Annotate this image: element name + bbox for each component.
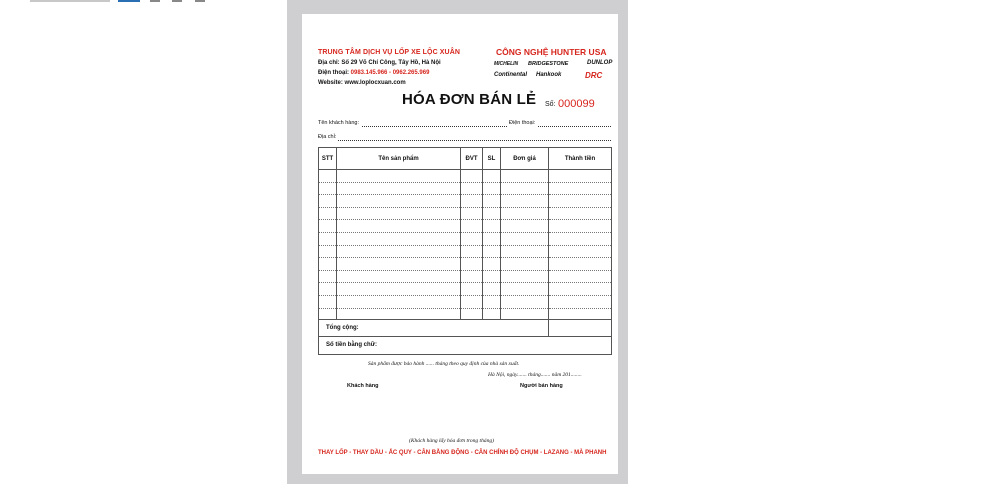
table-cell xyxy=(319,220,337,233)
customer-name-line xyxy=(362,126,507,127)
amount-in-words-label: Số tiền bằng chữ: xyxy=(326,342,378,348)
table-cell xyxy=(483,195,501,208)
table-cell xyxy=(319,283,337,296)
table-cell xyxy=(337,283,461,296)
date-line: Hà Nội, ngày....... tháng....... năm 201........ xyxy=(488,372,582,378)
table-cell xyxy=(483,170,501,183)
table-cell xyxy=(501,170,549,183)
table-row xyxy=(319,220,612,233)
month-note: (Khách hàng lấy hóa đơn trong tháng) xyxy=(409,438,494,444)
table-cell xyxy=(337,207,461,220)
invoice-title: HÓA ĐƠN BÁN LẺ xyxy=(402,91,537,108)
services-footer: THAY LỐP - THAY DẦU - ẮC QUY - CÂN BẰNG ĐỘNG - CÂN CHỈNH ĐỘ CHỤM - LAZANG - MÀ PHANH xyxy=(318,450,607,456)
invoice-sheet xyxy=(302,14,618,474)
table-cell xyxy=(483,220,501,233)
col-header-unit: ĐVT xyxy=(461,148,483,170)
table-cell xyxy=(461,207,483,220)
table-row xyxy=(319,195,612,208)
table-cell xyxy=(461,182,483,195)
table-cell xyxy=(337,258,461,271)
table-row xyxy=(319,270,612,283)
table-row xyxy=(319,245,612,258)
col-header-amount: Thành tiền xyxy=(549,148,612,170)
table-cell xyxy=(483,245,501,258)
table-cell xyxy=(337,270,461,283)
table-cell xyxy=(461,232,483,245)
brand-continental: Continental xyxy=(494,72,527,78)
table-cell xyxy=(319,195,337,208)
table-body xyxy=(319,170,612,321)
table-cell xyxy=(501,182,549,195)
table-cell xyxy=(319,295,337,308)
warranty-note: Sản phẩm được bảo hành ...... tháng theo quy định của nhà sản xuất. xyxy=(368,361,520,367)
table-cell xyxy=(319,232,337,245)
company-website: Website: www.loplocxuan.com xyxy=(318,80,406,86)
col-header-price: Đơn giá xyxy=(501,148,549,170)
table-cell xyxy=(501,195,549,208)
col-header-product: Tên sản phẩm xyxy=(337,148,461,170)
table-cell xyxy=(483,232,501,245)
col-header-stt: STT xyxy=(319,148,337,170)
table-cell xyxy=(549,270,612,283)
table-row xyxy=(319,295,612,308)
table-cell xyxy=(549,182,612,195)
table-cell xyxy=(319,207,337,220)
table-cell xyxy=(501,270,549,283)
brand-hankook: Hankook xyxy=(536,72,562,78)
phone-field-line xyxy=(538,126,611,127)
table-row xyxy=(319,207,612,220)
company-phone-line xyxy=(318,70,429,76)
items-table xyxy=(318,147,612,321)
table-cell xyxy=(337,232,461,245)
customer-name-label: Tên khách hàng: xyxy=(318,120,359,126)
customer-signature-label: Khách hàng xyxy=(347,383,379,389)
table-cell xyxy=(483,270,501,283)
table-cell xyxy=(501,283,549,296)
table-cell xyxy=(501,258,549,271)
table-cell xyxy=(483,283,501,296)
table-cell xyxy=(501,207,549,220)
invoice-number-label: Số: xyxy=(545,101,556,108)
table-cell xyxy=(483,295,501,308)
table-cell xyxy=(501,295,549,308)
brand-michelin: MICHELIN xyxy=(494,61,519,67)
table-cell xyxy=(319,258,337,271)
table-row xyxy=(319,182,612,195)
table-cell xyxy=(549,258,612,271)
technology-label: CÔNG NGHỆ HUNTER USA xyxy=(496,47,607,57)
table-cell xyxy=(461,170,483,183)
table-cell xyxy=(461,245,483,258)
table-cell xyxy=(461,283,483,296)
company-address: Địa chỉ: Số 29 Võ Chí Công, Tây Hồ, Hà Nội xyxy=(318,60,441,66)
col-header-qty: SL xyxy=(483,148,501,170)
table-cell xyxy=(461,295,483,308)
phone-label: Điện thoại: xyxy=(318,70,349,76)
total-label: Tổng cộng: xyxy=(326,325,359,331)
address-field-line xyxy=(338,140,611,141)
phone-numbers: 0983.145.966 - 0962.265.969 xyxy=(350,70,430,76)
table-cell xyxy=(337,245,461,258)
table-row xyxy=(319,283,612,296)
table-cell xyxy=(549,207,612,220)
table-cell xyxy=(319,170,337,183)
table-cell xyxy=(319,182,337,195)
brand-dunlop: DUNLOP xyxy=(587,60,613,66)
company-name: TRUNG TÂM DỊCH VỤ LỐP XE LỘC XUÂN xyxy=(318,49,461,56)
table-cell xyxy=(549,195,612,208)
table-cell xyxy=(483,207,501,220)
table-cell xyxy=(549,220,612,233)
table-cell xyxy=(549,170,612,183)
table-cell xyxy=(501,220,549,233)
table-cell xyxy=(461,258,483,271)
table-cell xyxy=(483,258,501,271)
table-cell xyxy=(319,270,337,283)
table-cell xyxy=(337,195,461,208)
table-cell xyxy=(337,295,461,308)
table-cell xyxy=(461,195,483,208)
table-row xyxy=(319,170,612,183)
seller-signature-label: Người bán hàng xyxy=(520,383,563,389)
table-cell xyxy=(337,170,461,183)
table-cell xyxy=(461,270,483,283)
table-cell xyxy=(549,295,612,308)
table-cell xyxy=(549,283,612,296)
table-cell xyxy=(549,232,612,245)
table-cell xyxy=(483,182,501,195)
table-cell xyxy=(501,245,549,258)
table-cell xyxy=(337,182,461,195)
table-header-row xyxy=(319,148,612,170)
brand-drc: DRC xyxy=(585,71,603,80)
table-cell xyxy=(549,245,612,258)
table-cell xyxy=(461,220,483,233)
table-cell xyxy=(319,245,337,258)
table-row xyxy=(319,258,612,271)
address-field-label: Địa chỉ: xyxy=(318,134,337,140)
phone-field-label: Điện thoại: xyxy=(509,120,536,126)
invoice-number: 000099 xyxy=(558,98,595,110)
brand-bridgestone: BRIDGESTONE xyxy=(528,61,569,67)
table-row xyxy=(319,232,612,245)
table-cell xyxy=(337,220,461,233)
table-cell xyxy=(501,232,549,245)
